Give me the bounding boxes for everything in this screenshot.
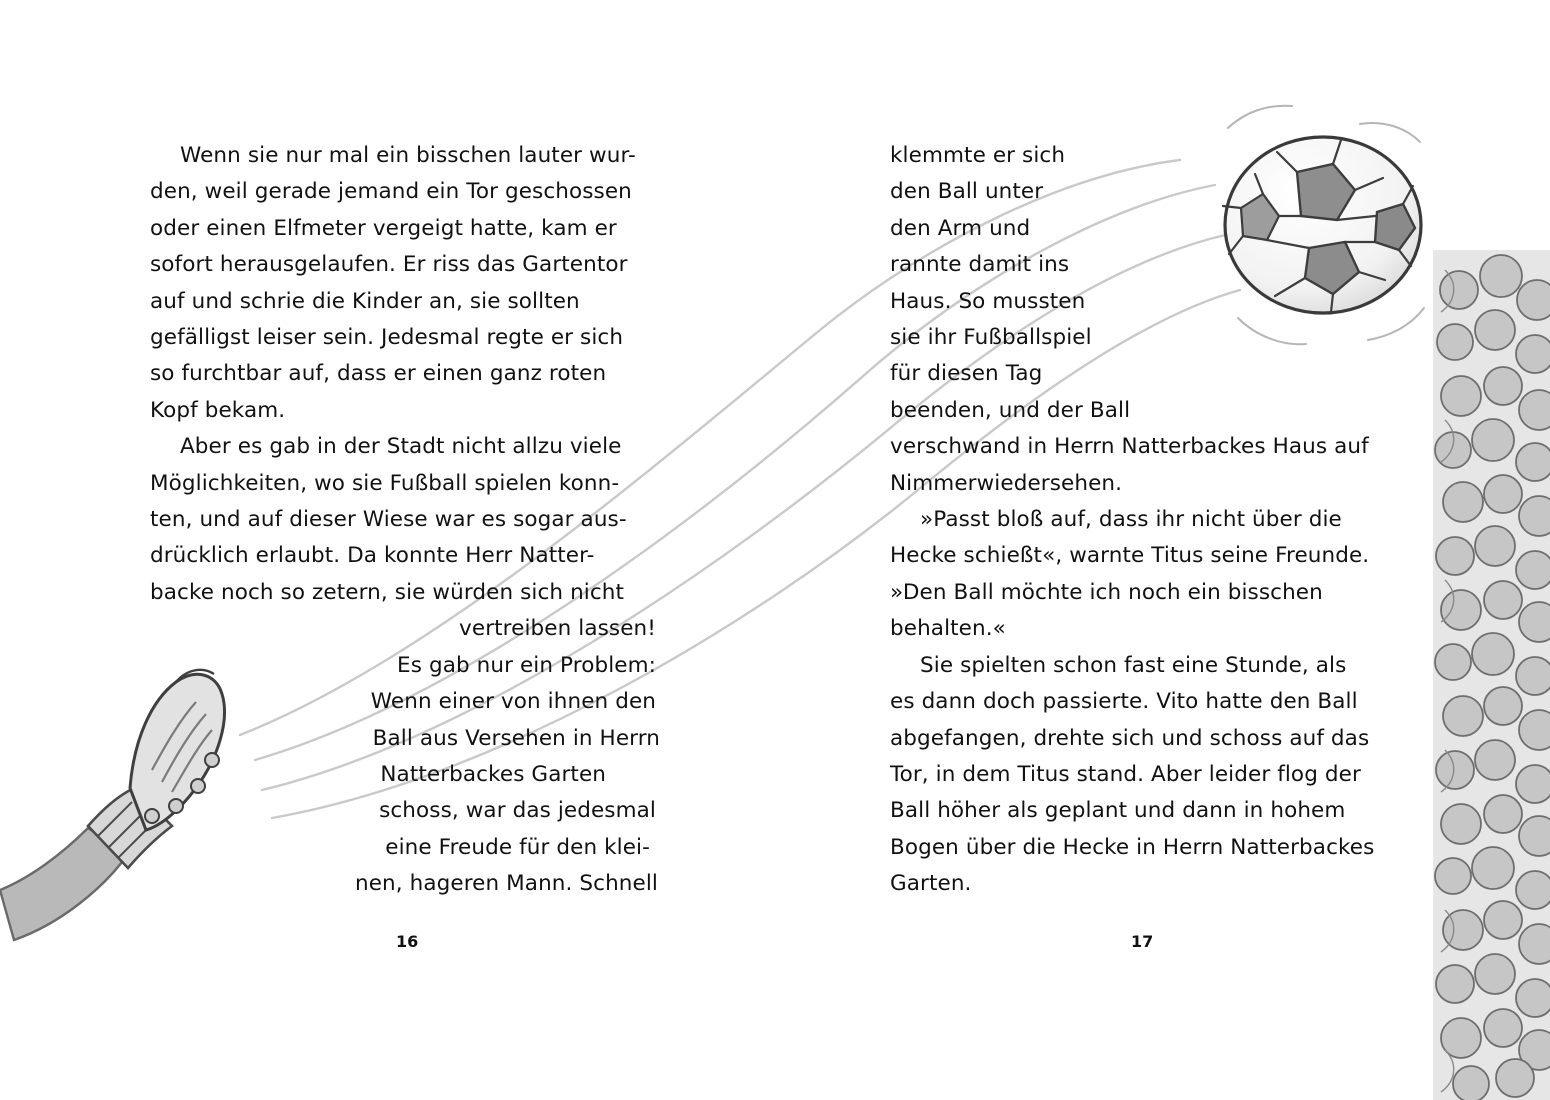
text-line: Kopf bekam. [150, 397, 286, 423]
text-line: drücklich erlaubt. Da konnte Herr Natter- [150, 543, 595, 569]
paragraph [150, 648, 660, 903]
text-line: behalten.« [890, 616, 1006, 642]
text-line: »Den Ball möchte ich noch ein bisschen [890, 579, 1323, 605]
text-line: ten, und auf dieser Wiese war es sogar aus- [150, 507, 627, 533]
left-page-text-column [150, 138, 660, 903]
text-line: so furchtbar auf, dass er einen ganz roten [150, 361, 607, 387]
text-line: sie ihr Fußballspiel [890, 325, 1092, 351]
text-line: schoss, war das jedesmal [379, 798, 656, 824]
text-line: eine Freude für den klei- [385, 834, 650, 860]
hedge-illustration [1415, 250, 1550, 1100]
text-line: den Ball unter [890, 179, 1044, 205]
paragraph [150, 429, 660, 647]
text-line: für diesen Tag [890, 361, 1043, 387]
text-line: Hecke schießt«, warnte Titus seine Freunde. [890, 543, 1370, 569]
text-line: Wenn sie nur mal ein bisschen lauter wur- [180, 143, 636, 168]
page-number-left: 16 [396, 932, 419, 951]
text-line: gefälligst leiser sein. Jedesmal regte er sich [150, 325, 624, 351]
paragraph [890, 502, 1390, 648]
text-line: Ball aus Versehen in Herrn [372, 725, 660, 751]
text-line: Tor, in dem Titus stand. Aber leider flog der [890, 761, 1361, 787]
text-line: Aber es gab in der Stadt nicht allzu viele [180, 434, 622, 460]
text-line: Natterbackes Garten [380, 761, 606, 787]
page-number-right: 17 [1131, 932, 1154, 951]
text-line: Bogen über die Hecke in Herrn Natterbackes [890, 834, 1375, 860]
text-line: Garten. [890, 871, 972, 897]
text-line: nen, hageren Mann. Schnell [354, 871, 658, 897]
text-line: Nimmerwiedersehen. [890, 470, 1123, 496]
text-line: auf und schrie die Kinder an, sie sollten [150, 288, 580, 314]
text-line: es dann doch passierte. Vito hatte den Ball [890, 689, 1358, 715]
text-line: Es gab nur ein Problem: [397, 652, 656, 678]
text-line: »Passt bloß auf, dass ihr nicht über die [920, 507, 1342, 533]
right-page-text-column [890, 138, 1390, 903]
text-line: abgefangen, drehte sich und schoss auf das [890, 725, 1370, 751]
paragraph [890, 138, 1390, 502]
text-line: beenden, und der Ball [890, 397, 1131, 423]
text-line: verschwand in Herrn Natterbackes Haus auf [890, 434, 1369, 460]
paragraph [150, 138, 660, 429]
text-line: Ball höher als geplant und dann in hohem [890, 798, 1346, 824]
text-line: den, weil gerade jemand ein Tor geschossen [150, 179, 632, 205]
right-page-body [890, 138, 1390, 903]
text-line: vertreiben lassen! [459, 616, 656, 642]
paragraph [890, 648, 1390, 903]
text-line: Haus. So mussten [890, 288, 1086, 314]
text-line: Möglichkeiten, wo sie Fußball spielen konn- [150, 470, 620, 496]
left-page-body [150, 138, 660, 903]
text-line: backe noch so zetern, sie würden sich nicht [150, 579, 625, 605]
text-line: klemmte er sich [890, 143, 1066, 168]
text-line: den Arm und [890, 215, 1031, 241]
text-line: oder einen Elfmeter vergeigt hatte, kam er [150, 215, 617, 241]
text-line: Sie spielten schon fast eine Stunde, als [920, 652, 1347, 678]
text-line: sofort herausgelaufen. Er riss das Gartentor [150, 252, 628, 278]
text-line: Wenn einer von ihnen den [370, 689, 656, 715]
text-line: rannte damit ins [890, 252, 1070, 278]
